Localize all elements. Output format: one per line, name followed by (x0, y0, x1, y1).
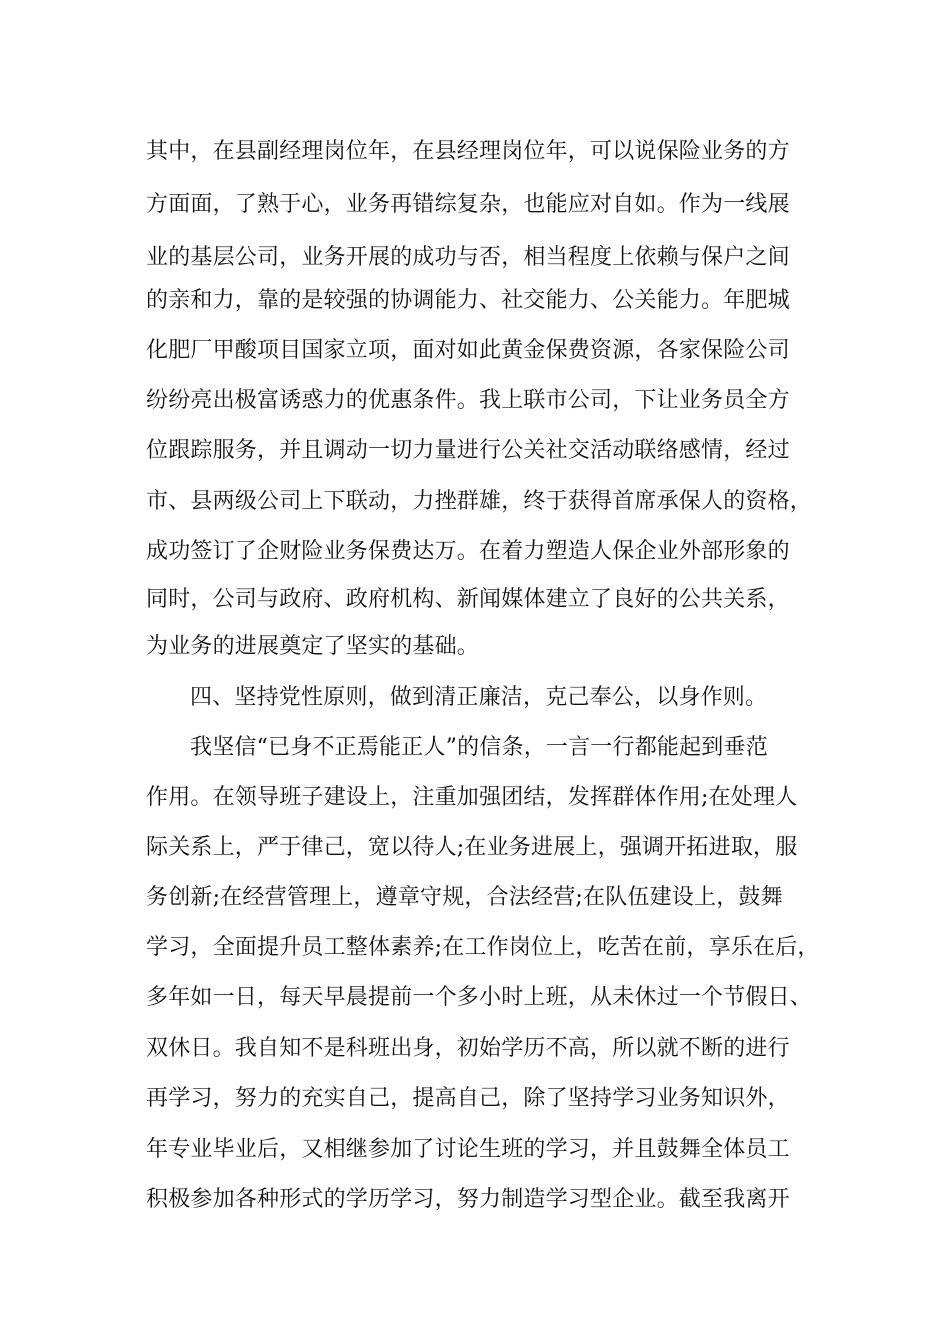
text-line-20: 再学习，努力的充实自己，提高自己，除了坚持学习业务知识外， (146, 1086, 790, 1111)
text-line-2: 方面面，了熟于心，业务再错综复杂，也能应对自如。作为一线展 (146, 192, 790, 217)
text-line-19: 双休日。我自知不是科班出身，初始学历不高，所以就不断的进行 (146, 1036, 790, 1061)
text-line-11: 为业务的进展奠定了坚实的基础。 (146, 634, 480, 659)
text-line-9: 成功签订了企财险业务保费达万。在着力塑造人保企业外部形象的 (146, 539, 790, 564)
text-line-1: 其中，在县副经理岗位年，在县经理岗位年，可以说保险业务的方 (146, 139, 790, 164)
text-line-18: 多年如一日，每天早晨提前一个多小时上班，从未休过一个节假日、 (146, 985, 813, 1010)
text-line-10: 同时，公司与政府、政府机构、新闻媒体建立了良好的公共关系， (146, 587, 790, 612)
text-line-7: 位跟踪服务，并且调动一切力量进行公关社交活动联络感情，经过 (146, 438, 790, 463)
text-line-6: 纷纷亮出极富诱惑力的优惠条件。我上联市公司，下让业务员全方 (146, 388, 790, 413)
text-line-5: 化肥厂甲酸项目国家立项，面对如此黄金保费资源，各家保险公司 (146, 338, 790, 363)
text-line-4: 的亲和力，靠的是较强的协调能力、社交能力、公关能力。年肥城 (146, 288, 790, 313)
section-heading-4: 四、坚持党性原则，做到清正廉洁，克己奉公，以身作则。 (190, 685, 768, 710)
text-line-17: 学习，全面提升员工整体素养;在工作岗位上，吃苦在前，享乐在后， (146, 935, 820, 960)
text-line-8: 市、县两级公司上下联动，力挫群雄，终于获得首席承保人的资格， (146, 489, 813, 514)
text-line-15: 际关系上，严于律己，宽以待人;在业务进展上，强调开拓进取，服 (146, 835, 798, 860)
text-line-21: 年专业毕业后，又相继参加了讨论生班的学习，并且鼓舞全体员工 (146, 1137, 790, 1162)
text-line-3: 业的基层公司，业务开展的成功与否，相当程度上依赖与保户之间 (146, 245, 790, 270)
text-line-22: 积极参加各种形式的学历学习，努力制造学习型企业。截至我离开 (146, 1187, 790, 1212)
paragraph-start-line: 我坚信“已身不正焉能正人”的信条，一言一行都能起到垂范 (190, 735, 768, 760)
text-line-14: 作用。在领导班子建设上，注重加强团结，发挥群体作用;在处理人 (146, 785, 798, 810)
text-line-16: 务创新;在经营管理上，遵章守规，合法经营;在队伍建设上，鼓舞 (146, 885, 783, 910)
